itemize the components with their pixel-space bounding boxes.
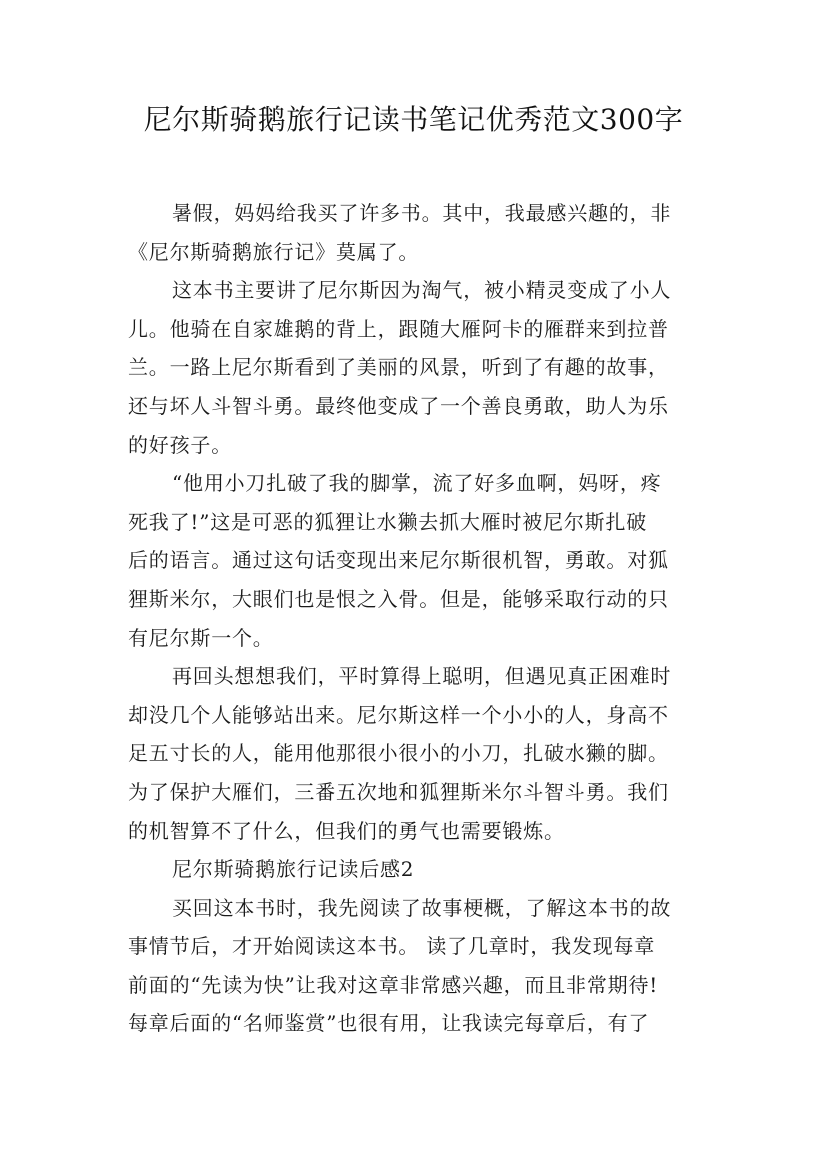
text-line: 狸斯米尔，大眼们也是恨之入骨。但是，能够采取行动的只 (128, 586, 669, 611)
text-line: 后的语言。通过这句话变现出来尼尔斯很机智，勇敢。对狐 (128, 548, 669, 573)
text-line: 《尼尔斯骑鹅旅行记》莫属了。 (128, 239, 420, 264)
text-line: 儿。他骑在自家雄鹅的背上，跟随大雁阿卡的雁群来到拉普 (128, 316, 669, 341)
text-line: 每章后面的“名师鉴赏”也很有用，让我读完每章后，有了 (128, 1011, 650, 1036)
text-line: 死我了!”这是可恶的狐狸让水獭去抓大雁时被尼尔斯扎破 (128, 509, 648, 534)
text-line: 足五寸长的人，能用他那很小很小的小刀，扎破水獭的脚。 (128, 741, 669, 766)
page-title: 尼尔斯骑鹅旅行记读书笔记优秀范文300字 (143, 103, 684, 136)
text-line: 买回这本书时，我先阅读了故事梗概，了解这本书的故 (172, 895, 672, 920)
text-line: 的机智算不了什么，但我们的勇气也需要锻炼。 (128, 818, 565, 843)
text-line: 前面的“先读为快”让我对这章非常感兴趣，而且非常期待! (128, 972, 659, 997)
text-line: 事情节后，才开始阅读这本书。 读了几章时，我发现每章 (128, 934, 656, 959)
article-body (128, 194, 718, 1043)
text-line: 还与坏人斗智斗勇。最终他变成了一个善良勇敢，助人为乐 (128, 393, 669, 418)
text-line: 有尼尔斯一个。 (128, 625, 274, 650)
text-line: 为了保护大雁们，三番五次地和狐狸斯米尔斗智斗勇。我们 (128, 779, 669, 804)
text-line: “他用小刀扎破了我的脚掌，流了好多血啊，妈呀，疼 (172, 471, 662, 496)
text-line: 暑假，妈妈给我买了许多书。其中，我最感兴趣的，非 (172, 201, 672, 225)
text-line: 却没几个人能够站出来。尼尔斯这样一个小小的人，身高不 (128, 702, 669, 727)
section-heading: 尼尔斯骑鹅旅行记读后感2 (172, 857, 415, 882)
text-line: 兰。一路上尼尔斯看到了美丽的风景，听到了有趣的故事， (128, 355, 669, 380)
text-line: 再回头想想我们，平时算得上聪明，但遇见真正困难时 (172, 664, 672, 689)
text-line: 的好孩子。 (128, 432, 232, 457)
text-line: 这本书主要讲了尼尔斯因为淘气，被小精灵变成了小人 (172, 278, 672, 303)
